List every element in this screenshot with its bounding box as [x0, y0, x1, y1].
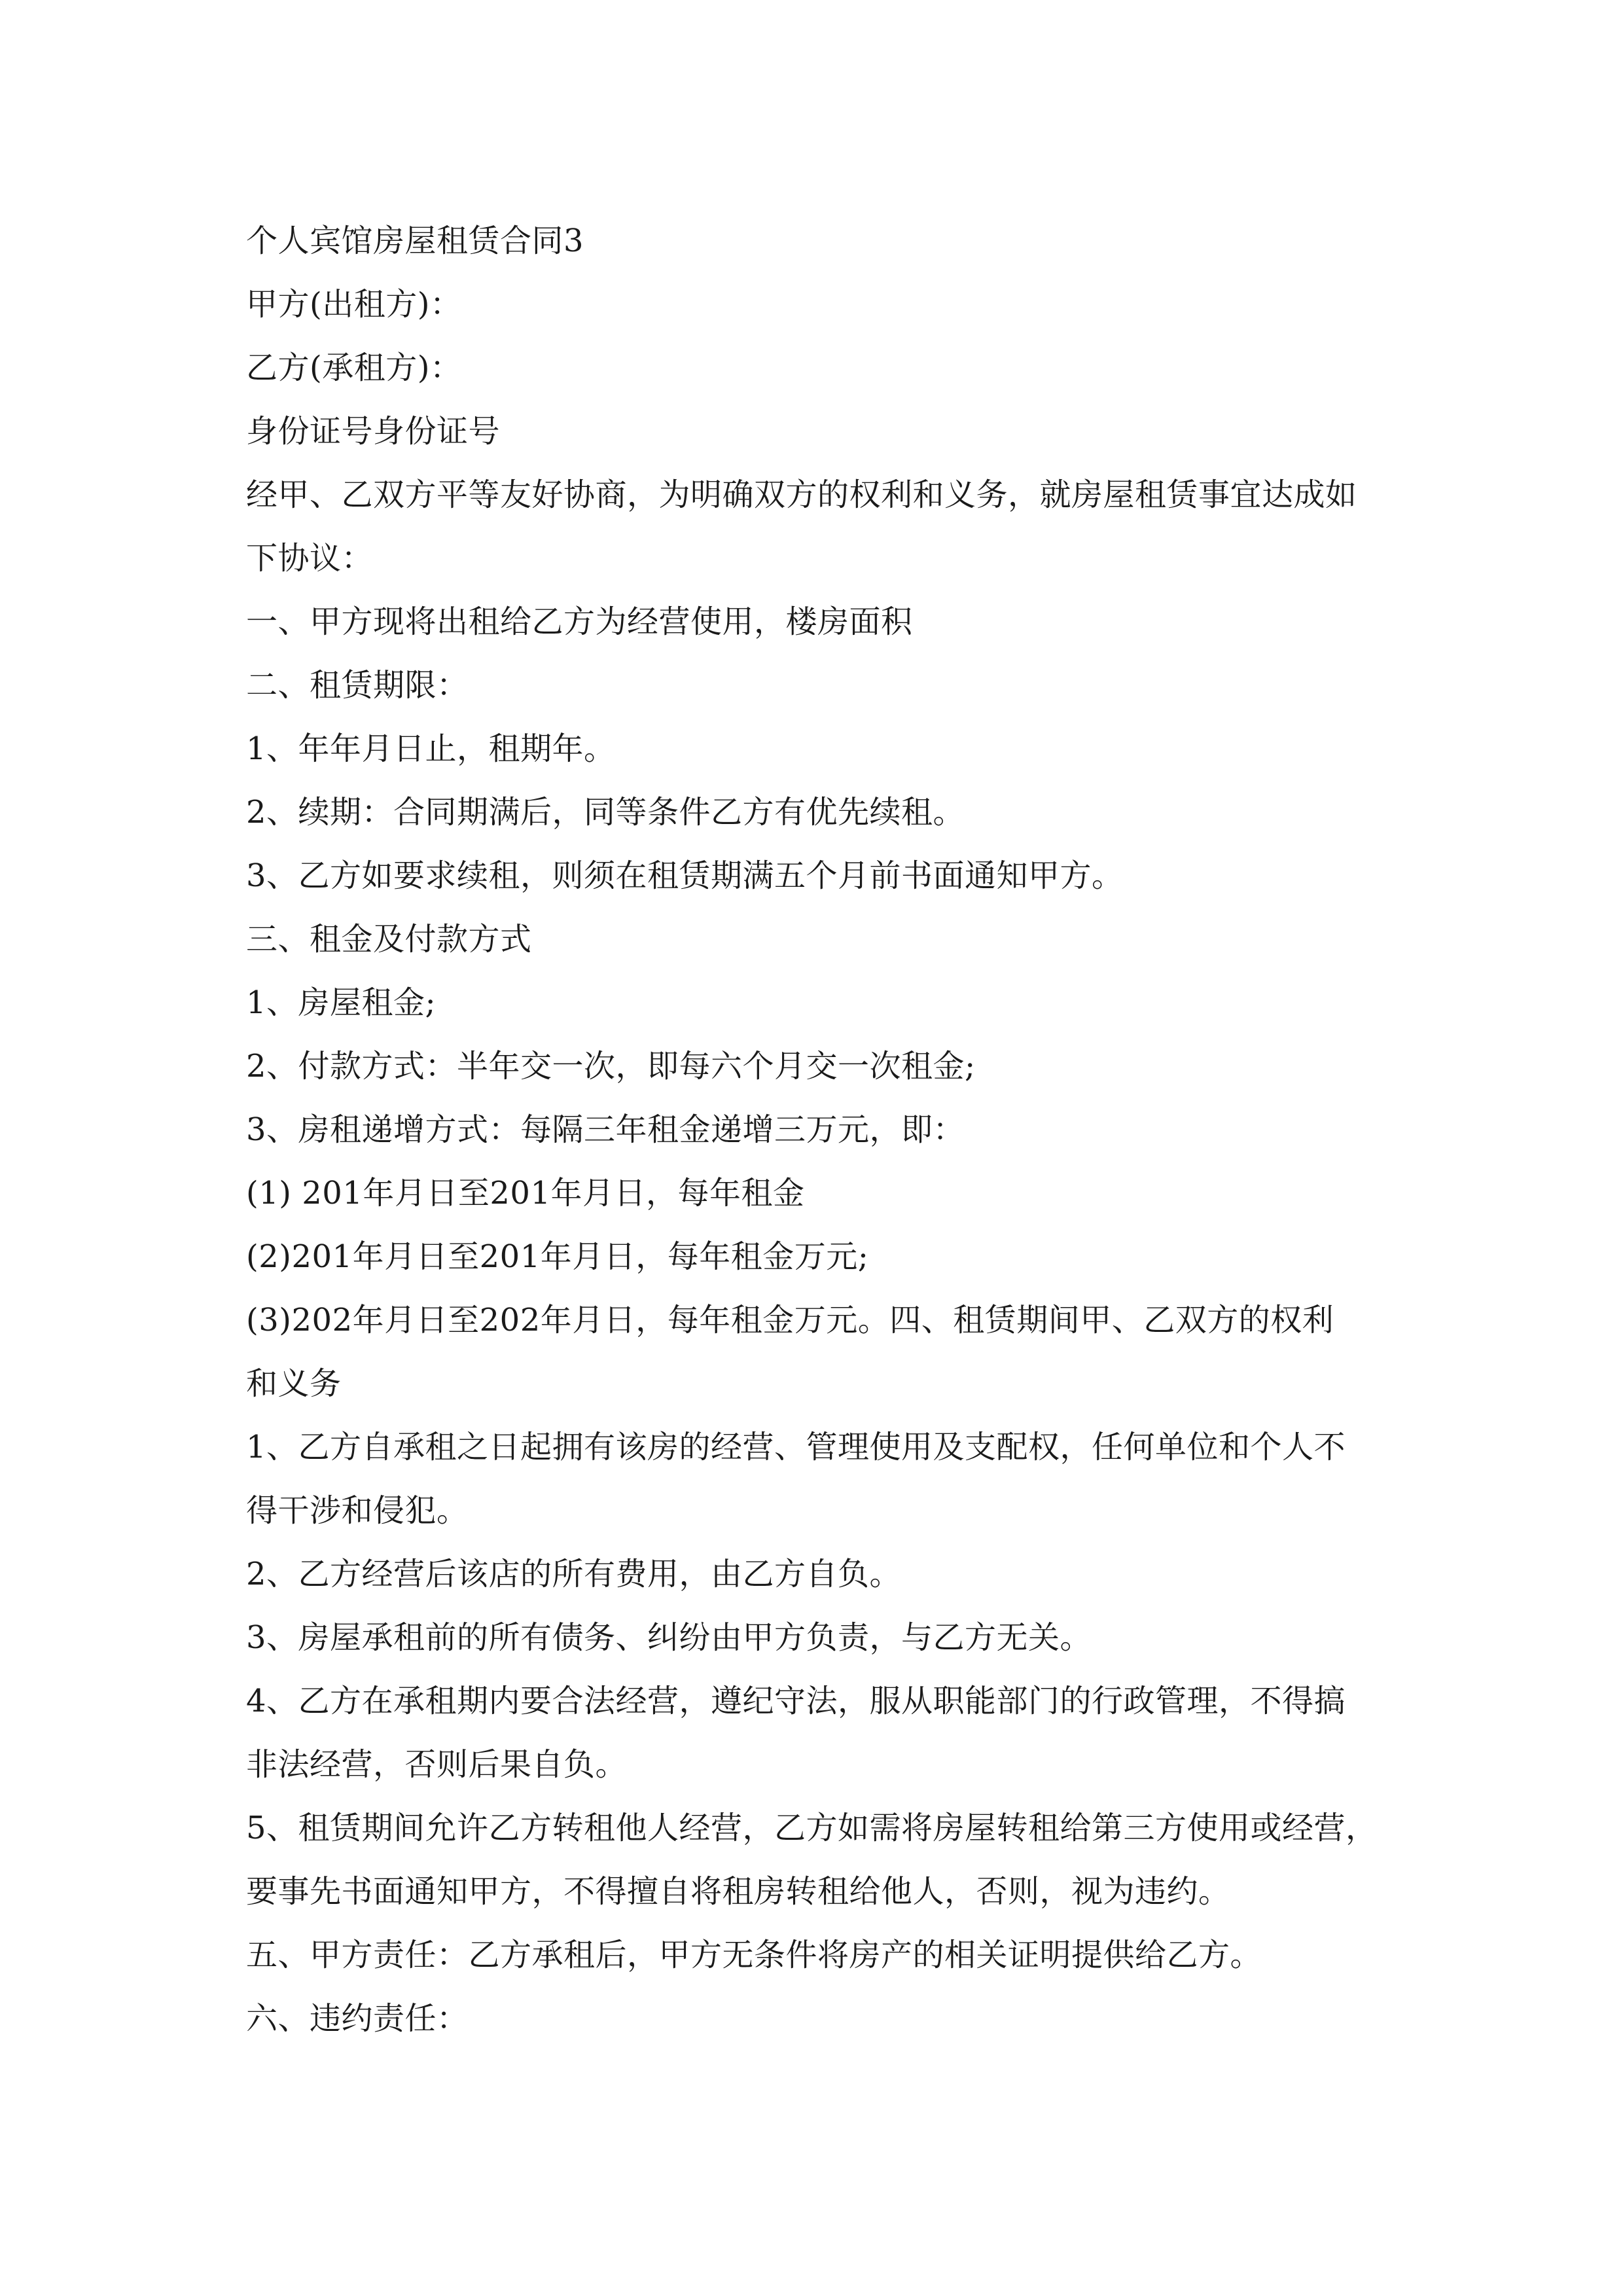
clause-line: 要事先书面通知甲方，不得擅自将租房转租给他人，否则，视为违约。	[246, 1873, 1230, 1910]
document-title: 个人宾馆房屋租赁合同3	[246, 223, 584, 259]
clause-line: 4、乙方在承租期内要合法经营，遵纪守法，服从职能部门的行政管理，不得搞	[246, 1683, 1346, 1719]
section-3-heading: 三、租金及付款方式	[246, 921, 532, 958]
section-1-heading: 一、甲方现将出租给乙方为经营使用，楼房面积	[246, 603, 913, 640]
intro-paragraph-line: 经甲、乙双方平等友好协商，为明确双方的权利和义务，就房屋租赁事宜达成如	[246, 476, 1357, 513]
clause-line: 1、乙方自承租之日起拥有该房的经营、管理使用及支配权，任何单位和个人不	[246, 1429, 1346, 1465]
clause-line: 3、乙方如要求续租，则须在租赁期满五个月前书面通知甲方。	[246, 857, 1124, 894]
section-2-heading: 二、租赁期限：	[246, 667, 469, 704]
clause-line: 2、续期：合同期满后，同等条件乙方有优先续租。	[246, 794, 965, 831]
clause-line: (1) 201年月日至201年月日，每年租金	[246, 1175, 805, 1211]
clause-line: 2、付款方式：半年交一次，即每六个月交一次租金;	[246, 1048, 976, 1085]
clause-line: 非法经营，否则后果自负。	[246, 1746, 628, 1783]
clause-line: 3、房租递增方式：每隔三年租金递增三万元，即：	[246, 1111, 965, 1148]
clause-line: 5、租赁期间允许乙方转租他人经营，乙方如需将房屋转租给第三方使用或经营，	[246, 1810, 1378, 1846]
clause-line: 3、房屋承租前的所有债务、纠纷由甲方负责，与乙方无关。	[246, 1619, 1092, 1656]
clause-line: 1、年年月日止，租期年。	[246, 730, 616, 767]
section-5-heading: 五、甲方责任：乙方承租后，甲方无条件将房产的相关证明提供给乙方。	[246, 1937, 1262, 1973]
id-number-line: 身份证号身份证号	[246, 413, 501, 450]
intro-paragraph-line: 下协议：	[246, 540, 374, 577]
party-b-line: 乙方(承租方)：	[246, 350, 462, 386]
party-a-line: 甲方(出租方)：	[246, 286, 462, 323]
document-body	[246, 209, 1385, 2051]
clause-line: 和义务	[246, 1365, 342, 1402]
clause-line: (3)202年月日至202年月日，每年租金万元。四、租赁期间甲、乙双方的权利	[246, 1302, 1334, 1338]
clause-line: 2、乙方经营后该店的所有费用，由乙方自负。	[246, 1556, 902, 1592]
clause-line: 1、房屋租金;	[246, 984, 437, 1021]
clause-line: 得干涉和侵犯。	[246, 1492, 469, 1529]
clause-line: (2)201年月日至201年月日，每年租金万元;	[246, 1238, 869, 1275]
section-6-heading: 六、违约责任：	[246, 2000, 469, 2037]
